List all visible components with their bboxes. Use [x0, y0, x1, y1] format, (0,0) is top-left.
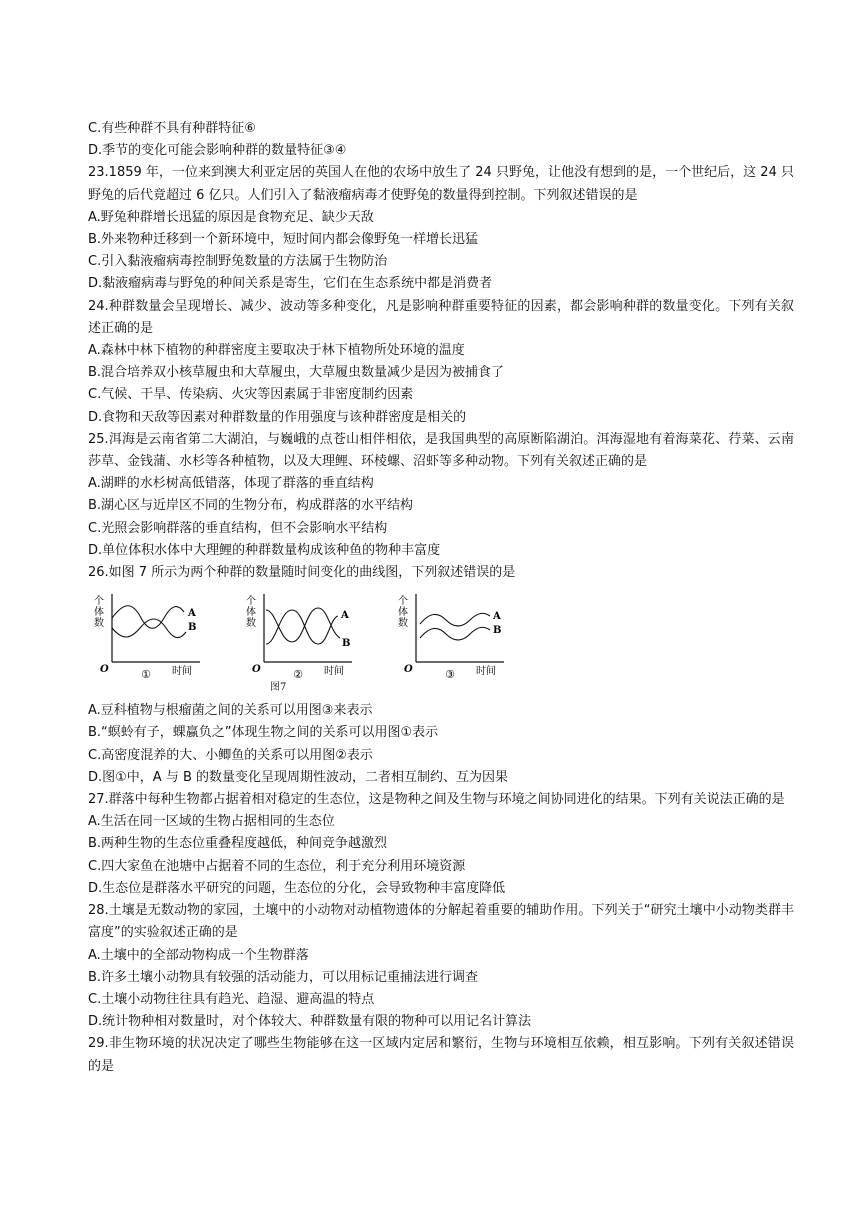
figure-panel-3	[392, 588, 512, 682]
figure-panel-1	[88, 588, 208, 682]
q23-option-b: B.外来物种迁移到一个新环境中，短时间内都会像野兔一样增长迅猛	[88, 232, 479, 248]
question-23-stem: 23.1859 年，一位来到澳大利亚定居的英国人在他的农场中放生了 24 只野兔，让他没有想到的是，一个世纪后，这 24 只野兔的后代竟超过 6 亿只。人们引入了黏液瘤病毒才使野兔的数量得到控制。下列叙述错误的是	[88, 165, 794, 203]
q26-option-c: C.高密度混养的大、小鲫鱼的关系可以用图②表示	[88, 747, 373, 763]
question-24-stem: 24.种群数量会呈现增长、减少、波动等多种变化，凡是影响种群重要特征的因素，都会影响种群的数量变化。下列有关叙述正确的是	[88, 298, 794, 336]
q27-option-c: C.四大家鱼在池塘中占据着不同的生态位，利于充分利用环境资源	[88, 858, 466, 874]
fig3-series-a: A	[493, 611, 501, 623]
q27-option-d: D.生态位是群落水平研究的问题，生态位的分化，会导致物种丰富度降低	[88, 880, 506, 896]
fig3-series-b: B	[493, 625, 502, 637]
exam-page	[88, 118, 794, 1078]
q28-option-d: D.统计物种相对数量时，对个体较大、种群数量有限的物种可以用记名计算法	[88, 1014, 532, 1030]
fig2-ylabel-3: 数	[246, 618, 256, 630]
fig3-origin: O	[404, 664, 413, 676]
fig2-ylabel-2: 体	[246, 607, 256, 619]
q25-option-d: D.单位体积水体中大理鲤的种群数量构成该种鱼的物种丰富度	[88, 542, 441, 558]
fig2-origin: O	[252, 664, 261, 676]
fig3-ylabel-2: 体	[398, 607, 408, 619]
q23-option-a: A.野兔种群增长迅猛的原因是食物充足、缺少天敌	[88, 209, 374, 225]
figure-panel-2	[240, 588, 360, 682]
fig1-ylabel-1: 个	[94, 596, 104, 608]
fig3-xlabel: 时间	[476, 666, 496, 678]
fig2-panel-label: ②	[293, 668, 303, 679]
question-25-stem: 25.洱海是云南省第二大湖泊，与巍峨的点苍山相伴相依，是我国典型的高原断陷湖泊。洱海湿地有着海菜花、荇菜、云南莎草、金钱蒲、水杉等各种植物，以及大理鲤、环棱螺、沼虾等多种动物。下列有关叙述正确的是	[88, 431, 794, 470]
fig1-series-a: A	[188, 608, 196, 620]
q25-option-a: A.湖畔的水杉树高低错落，体现了群落的垂直结构	[88, 476, 374, 492]
q24-option-d: D.食物和天敌等因素对种群数量的作用强度与该种群密度是相关的	[88, 409, 467, 425]
fig2-xlabel: 时间	[324, 666, 344, 678]
q26-option-a: A.豆科植物与根瘤菌之间的关系可以用图③来表示	[88, 703, 373, 719]
figure-caption: 图7	[270, 682, 287, 694]
q24-option-a: A.森林中林下植物的种群密度主要取决于林下植物所处环境的温度	[88, 343, 465, 359]
option-c-q22: C.有些种群不具有种群特征⑥	[88, 121, 256, 136]
fig1-ylabel-3: 数	[94, 618, 104, 630]
question-28-stem: 28.土壤是无数动物的家园，土壤中的小动物对动植物遗体的分解起着重要的辅助作用。下列关于“研究土壤中小动物类群丰富度”的实验叙述正确的是	[88, 903, 794, 941]
fig3-ylabel-1: 个	[398, 596, 408, 608]
q25-option-c: C.光照会影响群落的垂直结构，但不会影响水平结构	[88, 520, 388, 536]
q28-option-c: C.土壤小动物往往具有趋光、趋湿、避高温的特点	[88, 991, 375, 1007]
fig1-series-b: B	[188, 622, 197, 634]
fig2-series-a: A	[341, 610, 349, 622]
fig2-ylabel-1: 个	[246, 596, 256, 608]
fig1-xlabel: 时间	[172, 666, 192, 678]
q23-option-d: D.黏液瘤病毒与野兔的种间关系是寄生，它们在生态系统中都是消费者	[88, 276, 493, 292]
question-29-stem: 29.非生物环境的状况决定了哪些生物能够在这一区域内定居和繁衍，生物与环境相互依赖，相互影响。下列有关叙述错误的是	[88, 1036, 794, 1074]
q25-option-b: B.湖心区与近岸区不同的生物分布，构成群落的水平结构	[88, 498, 414, 514]
q27-option-a: A.生活在同一区域的生物占据相同的生态位	[88, 814, 335, 830]
q24-option-b: B.混合培养双小核草履虫和大草履虫，大草履虫数量减少是因为被捕食了	[88, 365, 505, 381]
question-26-stem: 26.如图 7 所示为两个种群的数量随时间变化的曲线图，下列叙述错误的是	[88, 565, 516, 581]
q27-option-b: B.两种生物的生态位重叠程度越低，种间竞争越激烈	[88, 836, 388, 852]
q28-option-b: B.许多土壤小动物具有较强的活动能力，可以用标记重捕法进行调查	[88, 969, 479, 985]
figure-7	[88, 588, 794, 678]
fig3-panel-label: ③	[445, 668, 455, 679]
fig1-origin: O	[100, 664, 109, 676]
q24-option-c: C.气候、干旱、传染病、火灾等因素属于非密度制约因素	[88, 387, 414, 403]
question-27-stem: 27.群落中每种生物都占据着相对稳定的生态位，这是物种之间及生物与环境之间协同进化的结果。下列有关说法正确的是	[88, 792, 785, 808]
fig3-ylabel-3: 数	[398, 618, 408, 630]
q26-option-b: B.“螟蛉有子，蜾蠃负之”体现生物之间的关系可以用图①表示	[88, 725, 439, 741]
q28-option-a: A.土壤中的全部动物构成一个生物群落	[88, 947, 309, 963]
fig2-series-b: B	[342, 638, 351, 650]
option-d-q22: D.季节的变化可能会影响种群的数量特征③④	[88, 143, 347, 159]
fig1-panel-label: ①	[141, 668, 151, 679]
q23-option-c: C.引入黏液瘤病毒控制野兔数量的方法属于生物防治	[88, 254, 388, 270]
fig1-ylabel-2: 体	[94, 607, 104, 619]
q26-option-d: D.图①中，A 与 B 的数量变化呈现周期性波动，二者相互制约、互为因果	[88, 769, 509, 785]
